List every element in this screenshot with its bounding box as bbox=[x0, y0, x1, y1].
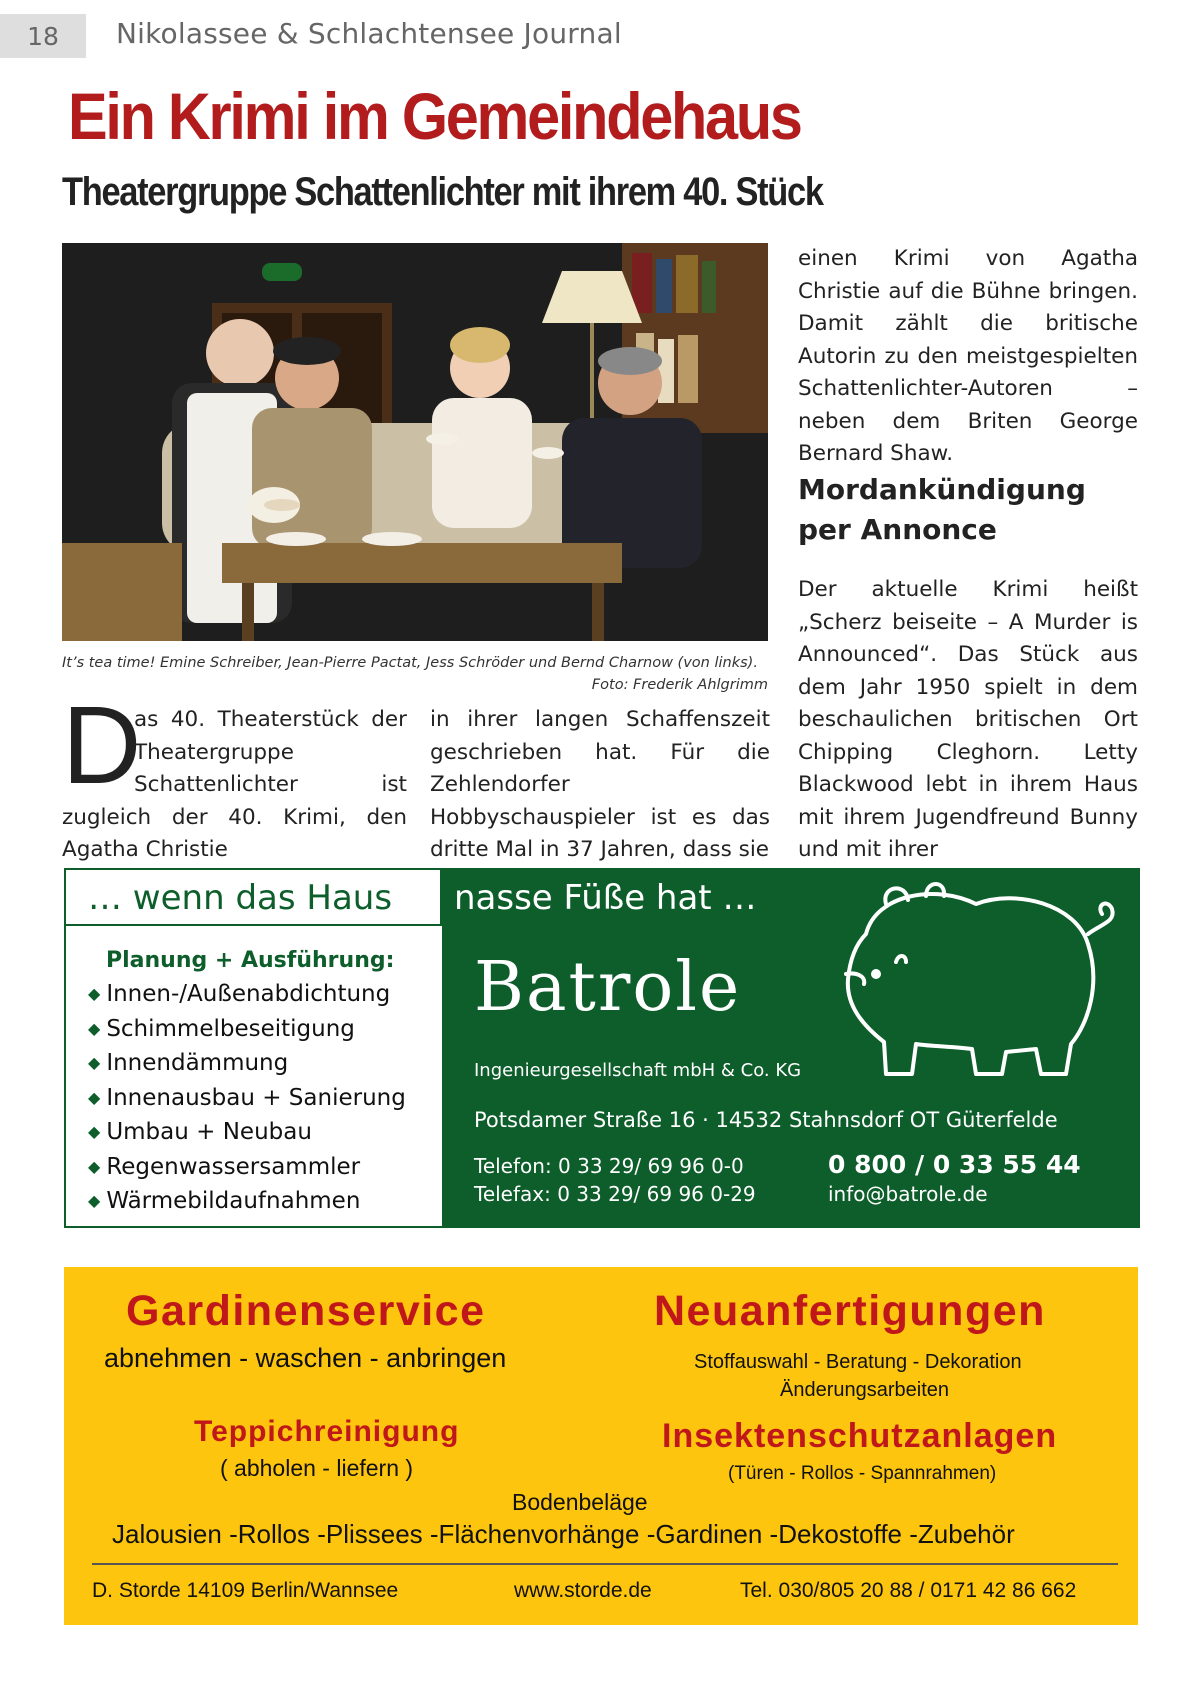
article-subheadline: Theatergruppe Schattenlichter mit ihrem 40. Stück bbox=[62, 170, 823, 214]
article-column-3-bottom: Der aktuelle Krimi heißt „Scherz beiseite – A Murder is Announced“. Das Stück aus dem Jahr 1950 spielt in dem beschaulichen britischen Ort Chipping Cleghorn. Letty Blackwood lebt in ihrem Haus mit ihrem Jugendfreund Bunny und mit ihrer bbox=[798, 577, 1138, 862]
page-number: 18 bbox=[0, 14, 86, 58]
drop-cap: D bbox=[62, 684, 142, 807]
product-list: Jalousien -Rollos -Plissees -Flächenvorhänge -Gardinen -Dekostoffe -Zubehör bbox=[112, 1519, 1015, 1549]
service-item: ◆ Regenwassersammler bbox=[88, 1153, 361, 1180]
theater-scene-illustration bbox=[62, 243, 768, 641]
bullet-icon: ◆ bbox=[88, 1018, 101, 1038]
ad-headline-left: … wenn das Haus bbox=[88, 878, 393, 918]
company-phone: Telefon: 0 33 29/ 69 96 0-0 bbox=[474, 1154, 744, 1178]
services-title: Planung + Ausführung: bbox=[106, 948, 395, 973]
bullet-icon: ◆ bbox=[88, 1053, 101, 1072]
photo-credit: Foto: Frederik Ahlgrimm bbox=[591, 677, 768, 693]
column-1-text: as 40. Theaterstück der Theatergruppe Schattenlichter ist zugleich der 40. Krimi, den Agatha Christie bbox=[62, 707, 407, 862]
teppich-title: Teppichreinigung bbox=[194, 1415, 460, 1448]
neuanfertigungen-subtitle-2: Änderungsarbeiten bbox=[780, 1379, 950, 1401]
batrole-advertisement bbox=[64, 868, 1140, 1228]
teppich-subtitle: ( abholen - liefern ) bbox=[220, 1455, 414, 1481]
insektenschutz-subtitle: (Türen - Rollos - Spannrahmen) bbox=[728, 1463, 997, 1484]
company-fax: Telefax: 0 33 29/ 69 96 0-29 bbox=[474, 1182, 756, 1206]
theater-photo bbox=[62, 243, 768, 641]
storde-phone: Tel. 030/805 20 88 / 0171 42 86 662 bbox=[740, 1579, 1077, 1602]
neuanfertigungen-subtitle-1: Stoffauswahl - Beratung - Dekoration bbox=[694, 1351, 1022, 1373]
article-headline: Ein Krimi im Gemeindehaus bbox=[68, 79, 801, 153]
bodenbelaege: Bodenbeläge bbox=[512, 1489, 648, 1515]
article-column-1 bbox=[62, 704, 407, 867]
neuanfertigungen-title: Neuanfertigungen bbox=[654, 1287, 1046, 1335]
company-email: info@batrole.de bbox=[828, 1182, 988, 1206]
bullet-icon: ◆ bbox=[88, 984, 101, 1003]
service-item: ◆ Innen-/Außenabdichtung bbox=[88, 981, 391, 1007]
ad-vertical-divider bbox=[440, 870, 442, 926]
service-item: ◆ Wärmebildaufnahmen bbox=[88, 1188, 361, 1214]
photo-caption bbox=[62, 652, 768, 693]
ad-divider bbox=[66, 924, 442, 926]
service-item: ◆ Innenausbau + Sanierung bbox=[88, 1084, 406, 1111]
services-list bbox=[88, 978, 406, 1220]
dropcap-spacer bbox=[62, 704, 134, 800]
insektenschutz-title: Insektenschutzanlagen bbox=[662, 1417, 1058, 1455]
hippo-icon bbox=[826, 874, 1138, 1084]
article-column-3-top: einen Krimi von Agatha Christie auf die Bühne bringen. Damit zählt die britische Autorin zu den meistgespielten Schattenlichter-Autoren – neben dem Briten George Bernard Shaw. bbox=[798, 246, 1138, 466]
company-hotline: 0 800 / 0 33 55 44 bbox=[828, 1150, 1081, 1179]
storde-website[interactable]: www.storde.de bbox=[514, 1579, 652, 1602]
bullet-icon: ◆ bbox=[88, 1156, 101, 1176]
service-item: ◆ Schimmelbeseitigung bbox=[88, 1015, 355, 1042]
gardinen-title: Gardinenservice bbox=[126, 1287, 486, 1335]
storde-advertisement bbox=[64, 1267, 1138, 1625]
company-name: Ingenieurgesellschaft mbH & Co. KG bbox=[474, 1060, 802, 1081]
caption-text: It’s tea time! Emine Schreiber, Jean-Pierre Pactat, Jess Schröder und Bernd Charnow (von links). bbox=[62, 655, 758, 671]
company-address: Potsdamer Straße 16 · 14532 Stahnsdorf OT Güterfelde bbox=[474, 1108, 1058, 1132]
article-column-2: in ihrer langen Schaffenszeit geschrieben hat. Für die Zehlendorfer Hobbyschauspieler ist es das dritte Mal in 37 Jahren, dass sie bbox=[430, 707, 770, 862]
storde-address: D. Storde 14109 Berlin/Wannsee bbox=[92, 1579, 399, 1602]
bullet-icon: ◆ bbox=[88, 1122, 101, 1141]
section-heading: Mordankündigung per Annonce bbox=[798, 473, 1086, 546]
journal-title: Nikolassee & Schlachtensee Journal bbox=[116, 17, 622, 50]
ad-headline-right: nasse Füße hat … bbox=[454, 878, 757, 918]
service-item: ◆ Umbau + Neubau bbox=[88, 1119, 312, 1145]
batrole-logo: Batrole bbox=[474, 948, 742, 1027]
service-item: ◆ Innendämmung bbox=[88, 1050, 289, 1076]
bullet-icon: ◆ bbox=[88, 1087, 101, 1107]
ad-divider-line bbox=[92, 1563, 1118, 1565]
company-phone-block bbox=[474, 1152, 756, 1208]
bullet-icon: ◆ bbox=[88, 1191, 101, 1210]
gardinen-subtitle: abnehmen - waschen - anbringen bbox=[104, 1343, 507, 1373]
